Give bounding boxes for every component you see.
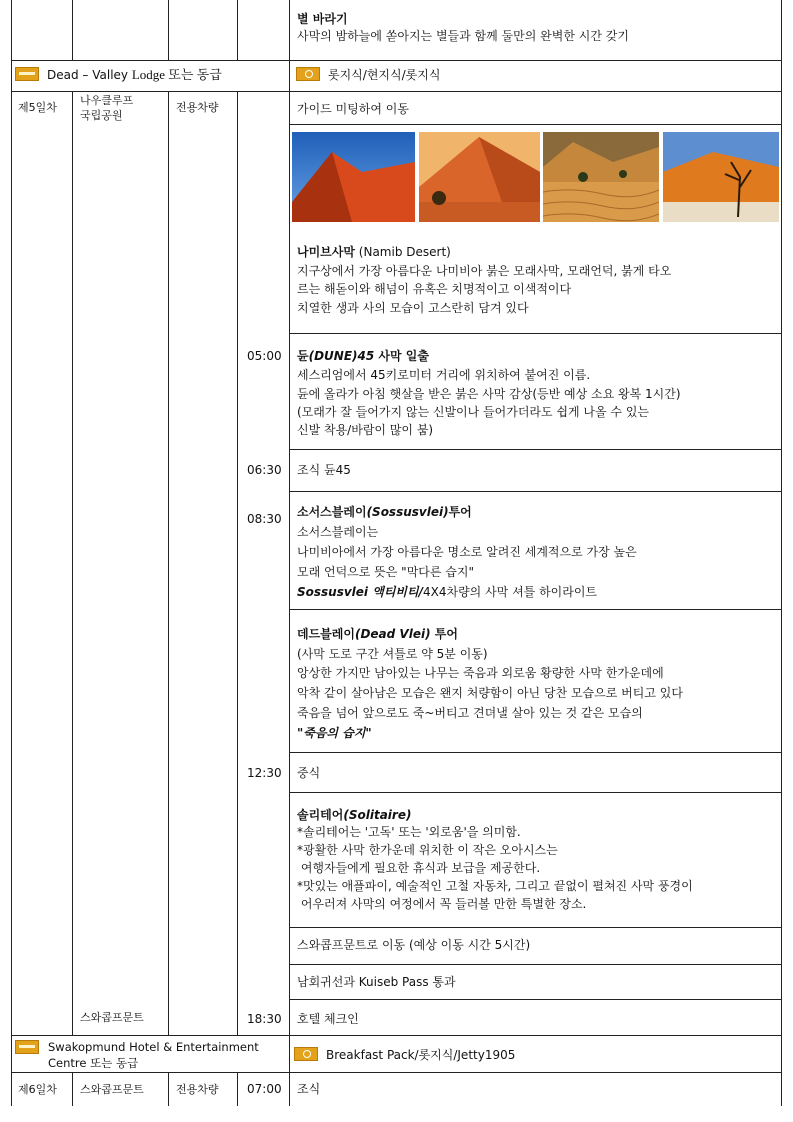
dune-photo-3: [543, 132, 659, 222]
row-divider: [289, 609, 782, 610]
dune-photo-4: [663, 132, 779, 222]
deadvlei-ending: "죽음의 습지": [297, 726, 372, 740]
deadvlei-title-c: 투어: [430, 627, 458, 641]
deadvlei-line-2: 앙상한 가지만 남아있는 나무는 죽음과 외로움 황량한 사막 한가운데에: [297, 666, 664, 680]
row-divider: [289, 124, 782, 125]
solitaire-line-2: *광활한 사막 한가운데 위치한 이 작은 오아시스는: [297, 843, 558, 857]
col-divider: [289, 91, 290, 1035]
dune-title-c: 사막 일출: [374, 349, 429, 363]
solitaire-line-4: *맛있는 애플파이, 예술적인 고철 자동차, 그리고 끝없이 펼쳐진 사막 풍경이: [297, 879, 693, 893]
row-divider: [289, 449, 782, 450]
col-divider: [168, 0, 169, 60]
lunch-text: 중식: [297, 766, 321, 780]
col-divider: [237, 1072, 238, 1106]
time-0630: 06:30: [247, 463, 282, 477]
namib-line-1: 지구상에서 가장 아름다운 나미비아 붉은 모래사막, 모래언덕, 붉게 타오: [297, 264, 672, 278]
row-divider: [11, 1035, 782, 1036]
time-0500: 05:00: [247, 349, 282, 363]
solitaire-title: [297, 806, 411, 824]
lodging2-meals: Breakfast Pack/롯지식/Jetty1905: [326, 1048, 516, 1062]
breakfast-text: 조식 듄45: [297, 463, 351, 477]
meal-icon: [294, 1047, 318, 1061]
namib-line-3: 치열한 생과 사의 모습이 고스란히 담겨 있다: [297, 301, 529, 315]
col-divider: [72, 1072, 73, 1106]
sossus-line-2: 나미비아에서 가장 아름다운 명소로 알려진 세계적으로 가장 높은: [297, 545, 637, 559]
hotel-name-suffix: Lodge 또는 동급: [131, 67, 222, 82]
namib-title: [297, 243, 451, 261]
dune-photo-2: [419, 132, 540, 222]
star-gazing-desc: 사막의 밤하늘에 쏟아지는 별들과 함께 둘만의 완벽한 시간 갖기: [297, 29, 629, 43]
row-divider: [289, 999, 782, 1000]
col-divider: [168, 91, 169, 1035]
deadvlei-title: [297, 625, 458, 643]
namib-line-2: 르는 해돋이와 해넘이 유혹은 치명적이고 이색적이다: [297, 282, 572, 296]
row-divider: [289, 792, 782, 793]
checkin-text: 호텔 체크인: [297, 1012, 359, 1026]
intro-text: 가이드 미팅하여 이동: [297, 102, 409, 116]
row-divider: [289, 927, 782, 928]
sossus-title: [297, 503, 472, 521]
dune-line-2: 듄에 올라가 아침 햇살을 받은 붉은 사막 감상(등반 예상 소요 왕복 1시간): [297, 387, 681, 401]
time-1830: 18:30: [247, 1012, 282, 1026]
day6-label: 제6일차: [18, 1083, 57, 1096]
col-divider: [289, 0, 290, 60]
sossus-title-b: (Sossusvlei): [366, 505, 449, 519]
place-label: 나우클루프 국립공원: [80, 94, 134, 122]
row-divider: [289, 491, 782, 492]
solitaire-line-3: 여행자들에게 필요한 휴식과 보급을 제공한다.: [297, 861, 541, 875]
sossus-line-3: 모래 언덕으로 뜻은 "막다른 습지": [297, 565, 474, 579]
hotel2-line-1: Swakopmund Hotel & Entertainment: [48, 1040, 259, 1054]
day6-place: 스와콥프문트: [80, 1083, 144, 1096]
col-divider: [237, 0, 238, 60]
day6-transport: 전용차량: [176, 1083, 219, 1096]
solitaire-title-b: (Solitaire): [343, 808, 412, 822]
solitaire-title-a: 솔리테어: [297, 808, 344, 822]
table-border-right: [781, 0, 782, 1106]
deadvlei-title-b: (Dead Vlei): [354, 627, 431, 641]
lodging-meals: 롯지식/현지식/롯지식: [328, 68, 441, 82]
bed-icon: [15, 1040, 39, 1054]
checkin-place: 스와콥프문트: [80, 1011, 144, 1024]
sossus-title-c: 투어: [448, 505, 472, 519]
row-divider: [11, 1072, 782, 1073]
sossus-activity-rest: 4X4차량의 사막 셔틀 하이라이트: [422, 585, 598, 599]
star-gazing-title: 별 바라기: [297, 12, 348, 26]
col-divider: [168, 1072, 169, 1106]
solitaire-line-1: *솔리테어는 '고독' 또는 '외로움'을 의미함.: [297, 825, 521, 839]
sossus-activity-bold: Sossusvlei 액티비티/: [297, 585, 423, 599]
kuiseb-text: 남회귀선과 Kuiseb Pass 통과: [297, 975, 456, 989]
hotel2-line-2: Centre 또는 동급: [48, 1056, 139, 1070]
dune-photo-1: [292, 132, 415, 222]
time-1230: 12:30: [247, 766, 282, 780]
day-label: 제5일차: [18, 101, 57, 114]
row-divider: [11, 60, 782, 61]
deadvlei-title-a: 데드블레이: [297, 627, 355, 641]
row-divider: [289, 964, 782, 965]
lodging-hotel: [47, 66, 222, 84]
move-text: 스와콥프문트로 이동 (예상 이동 시간 5시간): [297, 938, 531, 952]
deadvlei-line-3: 악착 같이 살아남은 모습은 왠지 처량함이 아닌 당찬 모습으로 버티고 있다: [297, 686, 683, 700]
table-border-left: [11, 0, 12, 1106]
solitaire-line-5: 어우러져 사막의 여정에서 꼭 들러볼 만한 특별한 장소.: [297, 897, 587, 911]
namib-title-ko: 나미브사막: [297, 245, 355, 259]
sossus-title-a: 소서스블레이: [297, 505, 367, 519]
col-divider: [289, 1072, 290, 1106]
col-divider: [72, 0, 73, 60]
day6-text: 조식: [297, 1082, 321, 1096]
sossus-activity: [297, 583, 597, 601]
time-0700: 07:00: [247, 1082, 282, 1096]
row-divider: [289, 333, 782, 334]
col-divider: [72, 91, 73, 1035]
row-divider: [289, 752, 782, 753]
hotel-name-prefix: Dead – Valley: [47, 68, 129, 82]
dune-line-4: 신발 착용/바람이 많이 붐): [297, 423, 434, 437]
col-divider: [289, 60, 290, 91]
deadvlei-line-1: (사막 도로 구간 셔틀로 약 5분 이동): [297, 647, 488, 661]
meal-icon: [296, 67, 320, 81]
col-divider: [289, 1035, 290, 1072]
bed-icon: [15, 67, 39, 81]
time-0830: 08:30: [247, 512, 282, 526]
dune-title-b: (DUNE)45: [308, 349, 375, 363]
col-divider: [237, 91, 238, 1035]
deadvlei-line-4: 죽음을 넘어 앞으로도 죽~버티고 견뎌낼 살아 있는 것 같은 모습의: [297, 706, 643, 720]
dune-title-a: 듄: [297, 349, 309, 363]
dune-line-1: 세스리엄에서 45키로미터 거리에 위치하여 붙여진 이름.: [297, 368, 591, 382]
dune-title: [297, 347, 429, 365]
sossus-line-1: 소서스블레이는: [297, 525, 379, 539]
dune-line-3: (모래가 잘 들어가지 않는 신발이나 들어가더라도 쉽게 나올 수 있는: [297, 405, 649, 419]
transport-label: 전용차량: [176, 101, 219, 114]
row-divider: [11, 91, 782, 92]
namib-title-en: (Namib Desert): [354, 245, 451, 259]
